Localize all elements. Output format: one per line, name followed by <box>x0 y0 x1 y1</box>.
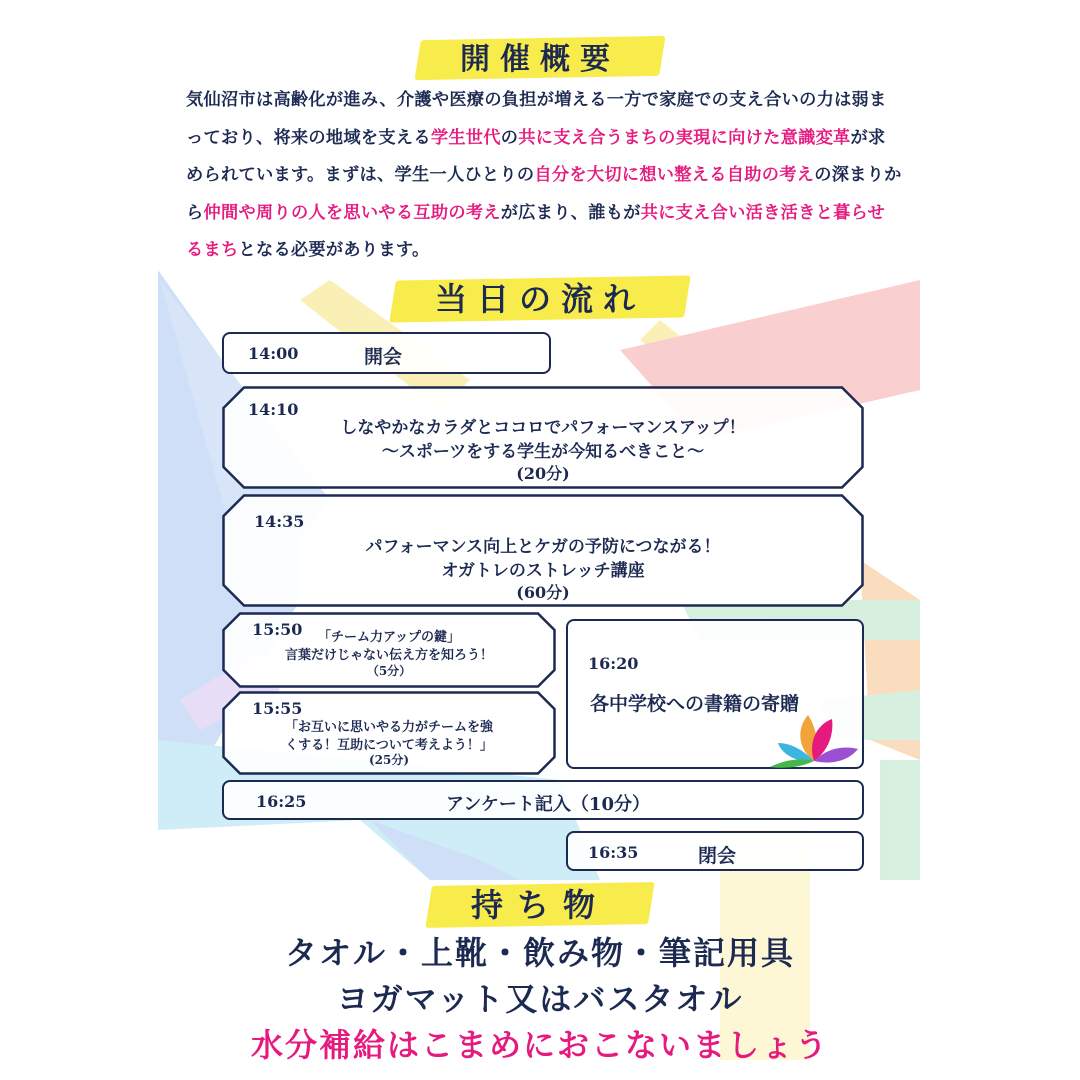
belongings-line-2: ヨガマット又はバスタオル <box>336 980 744 1018</box>
overview-text-segment: の <box>500 127 519 148</box>
session2-line2: オガトレのストレッチ講座 <box>441 561 645 581</box>
session1-line1: しなやかなカラダとココロでパフォーマンスアップ！ <box>340 418 746 438</box>
overview-title: 開催概要 <box>418 30 662 82</box>
opening-time: 14:00 <box>248 344 299 363</box>
closing-time: 16:35 <box>588 843 639 862</box>
schedule-session-4 <box>222 691 556 775</box>
schedule-session-2 <box>222 494 864 607</box>
session3-line2: 言葉だけじゃない伝え方を知ろう！ <box>284 648 493 663</box>
schedule-survey <box>222 780 864 820</box>
session2-line3: (60分) <box>516 583 570 602</box>
session4-line3: (25分) <box>368 753 410 767</box>
schedule-opening <box>222 332 551 374</box>
opening-label: 開会 <box>364 346 403 368</box>
session4-line1: 「お互いに思いやる力がチームを強 <box>284 720 493 735</box>
overview-emphasis: 自分を大切に想い整える自助の考え <box>534 165 815 186</box>
session1-time: 14:10 <box>248 400 299 419</box>
overview-text-segment: となる必要があります。 <box>238 240 430 261</box>
schedule-title-wrap <box>0 270 1080 324</box>
donation-label: 各中学校への書籍の寄贈 <box>590 693 800 715</box>
schedule-session-3 <box>222 612 556 688</box>
overview-text-segment: の深まりから <box>186 165 902 223</box>
overview-text-segment: 気仙沼市は高齢化が進み、介護や医療の負担が増える一方で家庭での支え合いの力は弱まっており、将来の地域を支える <box>186 90 887 148</box>
overview-emphasis: 共に支え合い活き活きと暮らせるまち <box>186 202 886 261</box>
belongings-title-wrap <box>0 876 1080 930</box>
survey-time: 16:25 <box>256 792 307 811</box>
overview-text-segment: が求められています。まずは、学生一人ひとりの <box>186 127 886 186</box>
closing-label: 閉会 <box>698 845 737 867</box>
belongings-line-1: タオル・上靴・飲み物・筆記用具 <box>284 934 795 972</box>
session1-line2: ～スポーツをする学生が今知るべきこと～ <box>381 442 705 462</box>
schedule-session-1 <box>222 386 864 489</box>
lotus-icon <box>768 709 860 769</box>
overview-emphasis: 共に支え合うまちの実現に向けた意識変革 <box>518 127 851 148</box>
schedule-title: 当日の流れ <box>393 270 687 324</box>
session4-time: 15:55 <box>252 699 303 718</box>
session2-line1: パフォーマンス向上とケガの予防につながる！ <box>365 537 721 557</box>
overview-paragraph <box>186 82 902 270</box>
schedule-donation <box>566 619 864 769</box>
overview-text-segment: が広まり、誰もが <box>500 202 641 223</box>
overview-title-wrap <box>0 30 1080 82</box>
overview-emphasis: 仲間や周りの人を思いやる互助の考え <box>203 202 501 223</box>
belongings-line-3: 水分補給はこまめにおこないましょう <box>250 1026 829 1064</box>
donation-time: 16:20 <box>588 654 639 673</box>
session3-time: 15:50 <box>252 620 303 639</box>
survey-label: アンケート記入（10分） <box>446 794 650 815</box>
session1-line3: (20分) <box>516 464 570 483</box>
schedule-closing <box>566 831 864 871</box>
session2-time: 14:35 <box>254 512 305 531</box>
session3-line3: （5分） <box>366 664 412 678</box>
belongings-title: 持ち物 <box>429 876 651 930</box>
session3-line1: 「チーム力アップの鍵」 <box>317 630 461 645</box>
overview-emphasis: 学生世代 <box>430 127 501 148</box>
session4-line2: くする！互助について考えよう！」 <box>285 738 493 753</box>
